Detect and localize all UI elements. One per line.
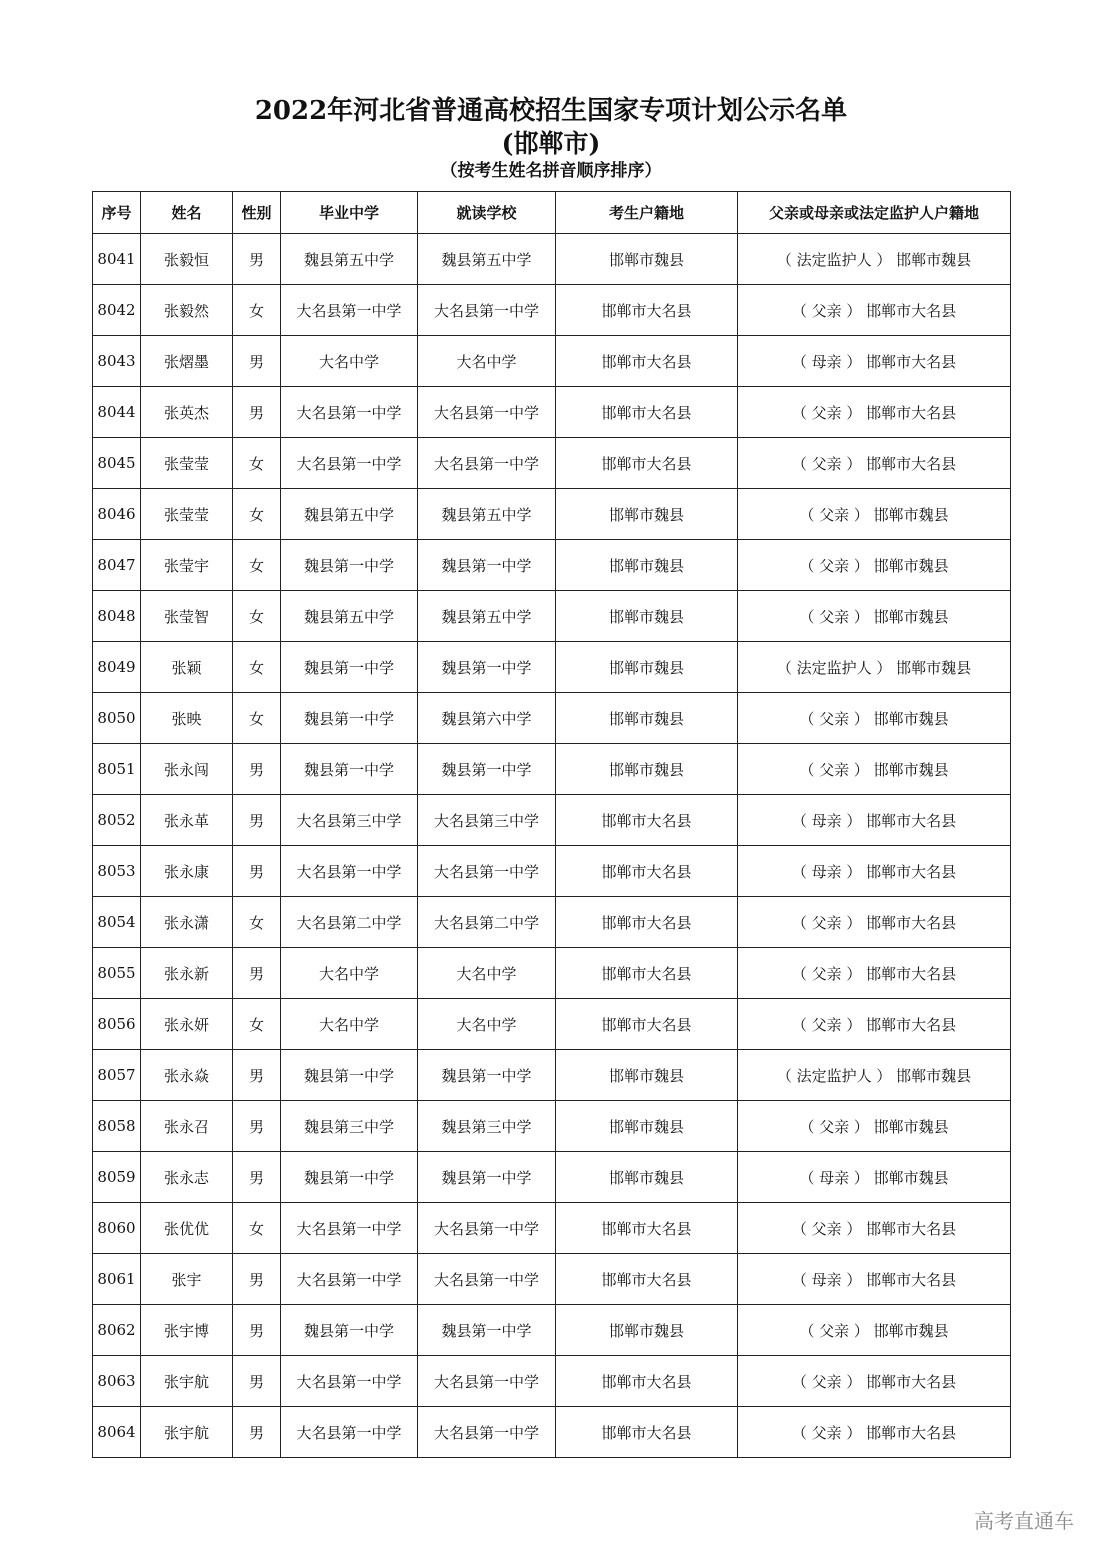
table-cell: 张永妍 xyxy=(141,999,233,1050)
table-cell: 大名中学 xyxy=(418,999,556,1050)
table-cell: 邯郸市魏县 xyxy=(556,234,738,285)
table-row xyxy=(93,1203,1011,1254)
table-cell: 魏县第三中学 xyxy=(418,1101,556,1152)
table-cell: 张莹莹 xyxy=(141,489,233,540)
column-header: 性别 xyxy=(233,192,281,234)
table-cell: 魏县第一中学 xyxy=(281,1050,418,1101)
table-cell: 邯郸市魏县 xyxy=(556,1050,738,1101)
table-cell: 大名县第一中学 xyxy=(281,438,418,489)
table-cell: 邯郸市大名县 xyxy=(556,438,738,489)
table-cell: （ 法定监护人 ） 邯郸市魏县 xyxy=(738,234,1011,285)
table-cell: 男 xyxy=(233,948,281,999)
table-cell: （ 法定监护人 ） 邯郸市魏县 xyxy=(738,642,1011,693)
table-cell: （ 父亲 ） 邯郸市大名县 xyxy=(738,387,1011,438)
table-cell: （ 母亲 ） 邯郸市大名县 xyxy=(738,336,1011,387)
table-cell: 魏县第一中学 xyxy=(281,642,418,693)
table-cell: 张毅恒 xyxy=(141,234,233,285)
table-cell: 8058 xyxy=(93,1101,141,1152)
table-cell: 张宇航 xyxy=(141,1356,233,1407)
table-cell: 女 xyxy=(233,540,281,591)
table-cell: 魏县第一中学 xyxy=(418,642,556,693)
table-cell: 魏县第三中学 xyxy=(281,1101,418,1152)
table-cell: 男 xyxy=(233,1050,281,1101)
table-row xyxy=(93,438,1011,489)
table-cell: （ 父亲 ） 邯郸市魏县 xyxy=(738,1101,1011,1152)
table-cell: 魏县第六中学 xyxy=(418,693,556,744)
table-cell: 男 xyxy=(233,387,281,438)
table-row xyxy=(93,642,1011,693)
table-cell: 魏县第一中学 xyxy=(281,540,418,591)
table-cell: 大名县第一中学 xyxy=(418,285,556,336)
table-cell: （ 父亲 ） 邯郸市魏县 xyxy=(738,1305,1011,1356)
column-header: 序号 xyxy=(93,192,141,234)
table-cell: 8051 xyxy=(93,744,141,795)
table-cell: 张永革 xyxy=(141,795,233,846)
table-cell: 男 xyxy=(233,1356,281,1407)
table-cell: 大名县第一中学 xyxy=(281,1356,418,1407)
table-cell: 大名中学 xyxy=(418,336,556,387)
table-cell: 大名县第一中学 xyxy=(418,846,556,897)
table-cell: 魏县第一中学 xyxy=(281,1152,418,1203)
table-cell: 女 xyxy=(233,1203,281,1254)
table-row xyxy=(93,540,1011,591)
table-header-row xyxy=(93,192,1011,234)
table-cell: 大名县第一中学 xyxy=(418,1407,556,1458)
table-cell: 邯郸市魏县 xyxy=(556,489,738,540)
table-cell: 8048 xyxy=(93,591,141,642)
table-cell: 张永志 xyxy=(141,1152,233,1203)
table-cell: 邯郸市魏县 xyxy=(556,591,738,642)
table-cell: 邯郸市大名县 xyxy=(556,1356,738,1407)
table-row xyxy=(93,591,1011,642)
roster-table xyxy=(92,191,1011,1458)
table-cell: 邯郸市魏县 xyxy=(556,693,738,744)
table-cell: 魏县第一中学 xyxy=(281,1305,418,1356)
table-cell: 邯郸市大名县 xyxy=(556,336,738,387)
table-row xyxy=(93,234,1011,285)
table-row xyxy=(93,1407,1011,1458)
table-cell: 大名县第二中学 xyxy=(418,897,556,948)
table-cell: 张颖 xyxy=(141,642,233,693)
table-cell: 魏县第五中学 xyxy=(281,234,418,285)
table-cell: 8043 xyxy=(93,336,141,387)
table-cell: 8052 xyxy=(93,795,141,846)
table-row xyxy=(93,1305,1011,1356)
table-cell: 大名县第一中学 xyxy=(281,387,418,438)
table-cell: 张莹宇 xyxy=(141,540,233,591)
table-row xyxy=(93,1254,1011,1305)
table-cell: 大名县第一中学 xyxy=(418,387,556,438)
table-cell: 邯郸市大名县 xyxy=(556,897,738,948)
table-cell: （ 母亲 ） 邯郸市大名县 xyxy=(738,1254,1011,1305)
table-cell: 魏县第一中学 xyxy=(418,540,556,591)
table-cell: 大名县第一中学 xyxy=(418,1203,556,1254)
table-cell: 8046 xyxy=(93,489,141,540)
table-cell: 魏县第五中学 xyxy=(281,591,418,642)
table-cell: 大名中学 xyxy=(418,948,556,999)
table-cell: 大名县第三中学 xyxy=(281,795,418,846)
column-header: 考生户籍地 xyxy=(556,192,738,234)
table-cell: 大名中学 xyxy=(281,999,418,1050)
table-cell: 男 xyxy=(233,1152,281,1203)
table-cell: （ 父亲 ） 邯郸市大名县 xyxy=(738,999,1011,1050)
table-cell: 女 xyxy=(233,642,281,693)
table-cell: 大名县第一中学 xyxy=(418,1254,556,1305)
table-cell: 邯郸市魏县 xyxy=(556,1101,738,1152)
table-cell: 男 xyxy=(233,336,281,387)
table-cell: 女 xyxy=(233,693,281,744)
table-row xyxy=(93,999,1011,1050)
table-cell: （ 父亲 ） 邯郸市大名县 xyxy=(738,1356,1011,1407)
table-cell: 张熠墨 xyxy=(141,336,233,387)
table-cell: （ 父亲 ） 邯郸市大名县 xyxy=(738,948,1011,999)
table-cell: 邯郸市魏县 xyxy=(556,642,738,693)
table-row xyxy=(93,1101,1011,1152)
table-cell: 张宇航 xyxy=(141,1407,233,1458)
table-cell: 8064 xyxy=(93,1407,141,1458)
table-cell: 邯郸市大名县 xyxy=(556,1407,738,1458)
table-cell: 8062 xyxy=(93,1305,141,1356)
table-cell: 邯郸市大名县 xyxy=(556,999,738,1050)
table-cell: 魏县第一中学 xyxy=(281,693,418,744)
table-cell: 邯郸市魏县 xyxy=(556,1305,738,1356)
table-cell: 女 xyxy=(233,591,281,642)
table-cell: 男 xyxy=(233,1407,281,1458)
table-cell: 魏县第五中学 xyxy=(418,591,556,642)
table-cell: 男 xyxy=(233,1254,281,1305)
table-cell: 张永闯 xyxy=(141,744,233,795)
table-cell: 8059 xyxy=(93,1152,141,1203)
table-cell: 大名中学 xyxy=(281,948,418,999)
table-cell: （ 父亲 ） 邯郸市魏县 xyxy=(738,540,1011,591)
table-cell: 男 xyxy=(233,1305,281,1356)
table-row xyxy=(93,693,1011,744)
table-cell: 8050 xyxy=(93,693,141,744)
table-cell: 大名中学 xyxy=(281,336,418,387)
table-cell: 张永潇 xyxy=(141,897,233,948)
table-cell: 男 xyxy=(233,1101,281,1152)
table-cell: 大名县第一中学 xyxy=(418,1356,556,1407)
table-cell: 女 xyxy=(233,285,281,336)
table-cell: 大名县第三中学 xyxy=(418,795,556,846)
table-cell: 魏县第一中学 xyxy=(418,744,556,795)
table-cell: （ 母亲 ） 邯郸市大名县 xyxy=(738,846,1011,897)
table-cell: 张英杰 xyxy=(141,387,233,438)
sort-note: （按考生姓名拼音顺序排序） xyxy=(440,161,662,181)
table-cell: 8056 xyxy=(93,999,141,1050)
table-cell: （ 母亲 ） 邯郸市大名县 xyxy=(738,795,1011,846)
table-row xyxy=(93,1152,1011,1203)
table-cell: 张莹莹 xyxy=(141,438,233,489)
column-header: 姓名 xyxy=(141,192,233,234)
table-cell: （ 父亲 ） 邯郸市大名县 xyxy=(738,897,1011,948)
table-row xyxy=(93,489,1011,540)
column-header: 毕业中学 xyxy=(281,192,418,234)
table-cell: 张永召 xyxy=(141,1101,233,1152)
table-cell: 8054 xyxy=(93,897,141,948)
table-cell: 张宇 xyxy=(141,1254,233,1305)
table-cell: 大名县第一中学 xyxy=(281,285,418,336)
table-cell: 邯郸市大名县 xyxy=(556,387,738,438)
table-cell: 邯郸市大名县 xyxy=(556,948,738,999)
table-row xyxy=(93,285,1011,336)
table-cell: 8057 xyxy=(93,1050,141,1101)
table-cell: 张永焱 xyxy=(141,1050,233,1101)
table-cell: （ 父亲 ） 邯郸市大名县 xyxy=(738,1203,1011,1254)
table-cell: （ 母亲 ） 邯郸市魏县 xyxy=(738,1152,1011,1203)
table-row xyxy=(93,744,1011,795)
table-cell: 邯郸市大名县 xyxy=(556,795,738,846)
table-cell: 大名县第一中学 xyxy=(418,438,556,489)
table-cell: （ 父亲 ） 邯郸市大名县 xyxy=(738,438,1011,489)
table-cell: 邯郸市大名县 xyxy=(556,285,738,336)
table-cell: 8041 xyxy=(93,234,141,285)
table-cell: 邯郸市大名县 xyxy=(556,846,738,897)
table-row xyxy=(93,1050,1011,1101)
table-cell: 8061 xyxy=(93,1254,141,1305)
column-header: 父亲或母亲或法定监护人户籍地 xyxy=(738,192,1011,234)
table-cell: 魏县第五中学 xyxy=(418,234,556,285)
table-cell: 8063 xyxy=(93,1356,141,1407)
table-cell: 男 xyxy=(233,795,281,846)
table-cell: 张毅然 xyxy=(141,285,233,336)
table-cell: （ 父亲 ） 邯郸市魏县 xyxy=(738,693,1011,744)
table-cell: 魏县第一中学 xyxy=(418,1152,556,1203)
table-cell: 女 xyxy=(233,438,281,489)
table-cell: 魏县第一中学 xyxy=(418,1305,556,1356)
table-cell: （ 父亲 ） 邯郸市魏县 xyxy=(738,591,1011,642)
table-cell: 邯郸市大名县 xyxy=(556,1203,738,1254)
table-cell: 张宇博 xyxy=(141,1305,233,1356)
table-cell: 魏县第五中学 xyxy=(281,489,418,540)
table-cell: 邯郸市魏县 xyxy=(556,744,738,795)
table-cell: 邯郸市大名县 xyxy=(556,1254,738,1305)
table-cell: 大名县第一中学 xyxy=(281,1254,418,1305)
table-cell: 8042 xyxy=(93,285,141,336)
table-cell: 张永康 xyxy=(141,846,233,897)
table-cell: （ 父亲 ） 邯郸市大名县 xyxy=(738,285,1011,336)
table-row xyxy=(93,846,1011,897)
table-cell: 大名县第二中学 xyxy=(281,897,418,948)
table-cell: 8053 xyxy=(93,846,141,897)
table-cell: （ 父亲 ） 邯郸市大名县 xyxy=(738,1407,1011,1458)
table-cell: （ 父亲 ） 邯郸市魏县 xyxy=(738,489,1011,540)
table-row xyxy=(93,795,1011,846)
table-cell: 张永新 xyxy=(141,948,233,999)
table-cell: 男 xyxy=(233,846,281,897)
table-cell: 女 xyxy=(233,999,281,1050)
table-row xyxy=(93,336,1011,387)
table-cell: 张莹智 xyxy=(141,591,233,642)
table-cell: 张优优 xyxy=(141,1203,233,1254)
table-cell: （ 父亲 ） 邯郸市魏县 xyxy=(738,744,1011,795)
table-cell: 大名县第一中学 xyxy=(281,1203,418,1254)
table-row xyxy=(93,897,1011,948)
document-title: 2022年河北省普通高校招生国家专项计划公示名单 xyxy=(254,96,848,126)
table-cell: 张映 xyxy=(141,693,233,744)
table-cell: 男 xyxy=(233,744,281,795)
table-cell: 大名县第一中学 xyxy=(281,846,418,897)
table-cell: 邯郸市魏县 xyxy=(556,1152,738,1203)
table-cell: 8055 xyxy=(93,948,141,999)
table-cell: 8044 xyxy=(93,387,141,438)
table-cell: 8049 xyxy=(93,642,141,693)
table-cell: 大名县第一中学 xyxy=(281,1407,418,1458)
table-cell: （ 法定监护人 ） 邯郸市魏县 xyxy=(738,1050,1011,1101)
table-cell: 魏县第一中学 xyxy=(281,744,418,795)
table-cell: 魏县第一中学 xyxy=(418,1050,556,1101)
table-row xyxy=(93,1356,1011,1407)
table-cell: 8060 xyxy=(93,1203,141,1254)
table-row xyxy=(93,387,1011,438)
table-cell: 女 xyxy=(233,489,281,540)
table-cell: 魏县第五中学 xyxy=(418,489,556,540)
document-subtitle: (邯郸市) xyxy=(501,129,601,158)
table-cell: 8047 xyxy=(93,540,141,591)
table-cell: 邯郸市魏县 xyxy=(556,540,738,591)
column-header: 就读学校 xyxy=(418,192,556,234)
table-cell: 8045 xyxy=(93,438,141,489)
table-row xyxy=(93,948,1011,999)
table-cell: 男 xyxy=(233,234,281,285)
watermark: 高考直通车 xyxy=(974,1509,1074,1533)
table-cell: 女 xyxy=(233,897,281,948)
